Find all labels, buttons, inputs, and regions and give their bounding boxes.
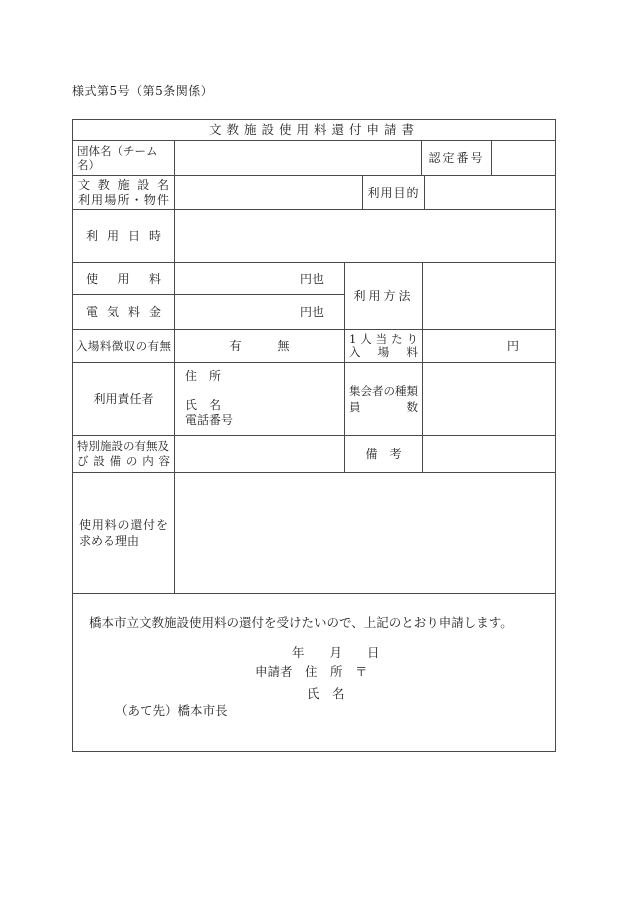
attendee-type-count-label xyxy=(345,363,423,436)
electric-fee-label xyxy=(73,295,175,330)
usage-method-value-cell xyxy=(423,263,555,330)
attendee-value-cell xyxy=(423,363,555,436)
admission-options: 有 無 xyxy=(175,330,345,363)
per-person-admission-unit: 円 xyxy=(423,330,555,363)
special-facility-label xyxy=(73,436,175,473)
declaration-applicant-line: 申請者 住 所 〒 xyxy=(255,664,368,679)
organization-label: 団体名（チーム名） xyxy=(73,141,175,176)
special-facility-value-cell xyxy=(175,436,345,473)
organization-value-cell xyxy=(175,141,422,176)
form-number-note: 様式第5号（第5条関係） xyxy=(72,84,214,98)
admission-label-text: 入場料徴収の有無 xyxy=(76,339,171,353)
form-title: 文教施設使用料還付申請書 xyxy=(73,120,555,141)
facility-name-value-cell xyxy=(175,176,363,210)
declaration-name-line: 氏 名 xyxy=(307,686,345,701)
purpose-value-cell xyxy=(425,176,555,210)
usage-datetime-label-text: 利用日時 xyxy=(86,229,161,243)
usage-datetime-label xyxy=(73,210,175,263)
usage-fee-unit: 円也 xyxy=(175,263,345,295)
declaration-date-line: 年 月 日 xyxy=(292,645,380,660)
cert-number-label: 認定番号 xyxy=(422,141,492,176)
special-facility-label-line1: 特別施設の有無及 xyxy=(77,439,169,453)
attendee-count-label: 員数 xyxy=(349,400,418,414)
per-person-admission-label xyxy=(345,330,423,363)
responsible-address-label: 住 所 xyxy=(185,369,222,383)
usage-method-label: 利用方法 xyxy=(345,263,423,330)
responsible-name-label: 氏 名 xyxy=(185,398,222,412)
declaration-section xyxy=(73,594,555,751)
responsible-phone-label: 電話番号 xyxy=(185,413,234,427)
responsible-person-label: 利用責任者 xyxy=(73,363,175,436)
refund-reason-label xyxy=(73,473,175,594)
cert-number-value-cell xyxy=(492,141,555,176)
special-facility-label-line2: び設備の内容 xyxy=(77,454,170,468)
usage-fee-label xyxy=(73,263,175,295)
refund-reason-label-line1: 使用料の還付を xyxy=(79,518,168,532)
usage-datetime-value-cell xyxy=(175,210,555,263)
declaration-statement: 橋本市立文教施設使用料の還付を受けたいので、上記のとおり申請します。 xyxy=(89,615,513,630)
electric-fee-unit: 円也 xyxy=(175,295,345,330)
admission-label xyxy=(73,330,175,363)
facility-name-label-line2: 利用場所・物件 xyxy=(78,192,169,207)
facility-name-label-line1: 文教施設名 xyxy=(78,177,169,192)
purpose-label: 利用目的 xyxy=(363,176,425,210)
refund-reason-label-line2: 求める理由 xyxy=(79,534,140,548)
declaration-addressee: （あて先）橋本市長 xyxy=(115,703,228,718)
per-person-admission-label-line2: 入場料 xyxy=(349,345,418,359)
refund-reason-value-cell xyxy=(175,473,555,594)
remarks-label: 備 考 xyxy=(345,436,423,473)
electric-fee-label-text: 電気料金 xyxy=(86,305,161,319)
per-person-admission-label-line1: 1人当たり xyxy=(349,332,418,346)
usage-fee-label-text: 使用料 xyxy=(86,271,161,286)
remarks-value-cell xyxy=(423,436,555,473)
responsible-person-fields xyxy=(175,363,345,436)
facility-name-label xyxy=(73,176,175,210)
attendee-type-label: 集会者の種類 xyxy=(349,384,418,398)
application-form-table xyxy=(72,119,556,752)
